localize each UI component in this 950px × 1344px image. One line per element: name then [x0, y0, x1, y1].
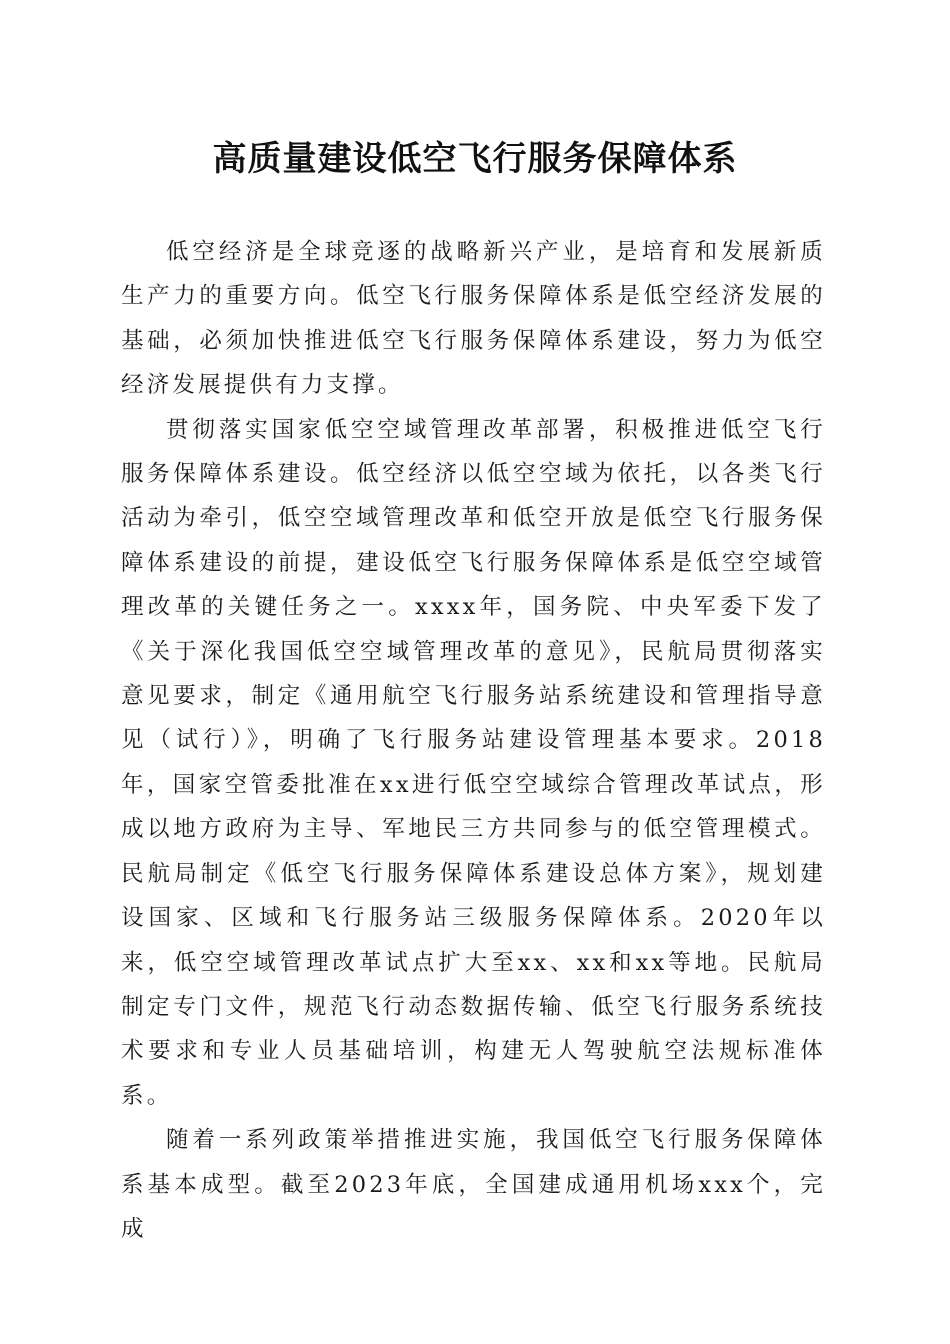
paragraph-2: 贯彻落实国家低空空域管理改革部署，积极推进低空飞行服务保障体系建设。低空经济以低空空域为依托，以各类飞行活动为牵引，低空空域管理改革和低空开放是低空飞行服务保障体系建设的前提，建设低空飞行服务保障体系是低空空域管理改革的关键任务之一。xxxx年，国务院、中央军委下发了《关于深化我国低空空域管理改革的意见》，民航局贯彻落实意见要求，制定《通用航空飞行服务站系统建设和管理指导意见（试行）》，明确了飞行服务站建设管理基本要求。2018年，国家空管委批准在xx进行低空空域综合管理改革试点，形成以地方政府为主导、军地民三方共同参与的低空管理模式。民航局制定《低空飞行服务保障体系建设总体方案》，规划建设国家、区域和飞行服务站三级服务保障体系。2020年以来，低空空域管理改革试点扩大至xx、xx和xx等地。民航局制定专门文件，规范飞行动态数据传输、低空飞行服务系统技术要求和专业人员基础培训，构建无人驾驶航空法规标准体系。	[121, 416, 826, 1109]
paragraph-1: 低空经济是全球竞逐的战略新兴产业，是培育和发展新质生产力的重要方向。低空飞行服务保障体系是低空经济发展的基础，必须加快推进低空飞行服务保障体系建设，努力为低空经济发展提供有力支撑。	[121, 239, 826, 399]
document-title: 高质量建设低空飞行服务保障体系	[212, 139, 738, 179]
paragraph-3: 随着一系列政策举措推进实施，我国低空飞行服务保障体系基本成型。截至2023年底，全国建成通用机场xxx个，完成	[121, 1127, 826, 1242]
document-body	[121, 230, 826, 1251]
